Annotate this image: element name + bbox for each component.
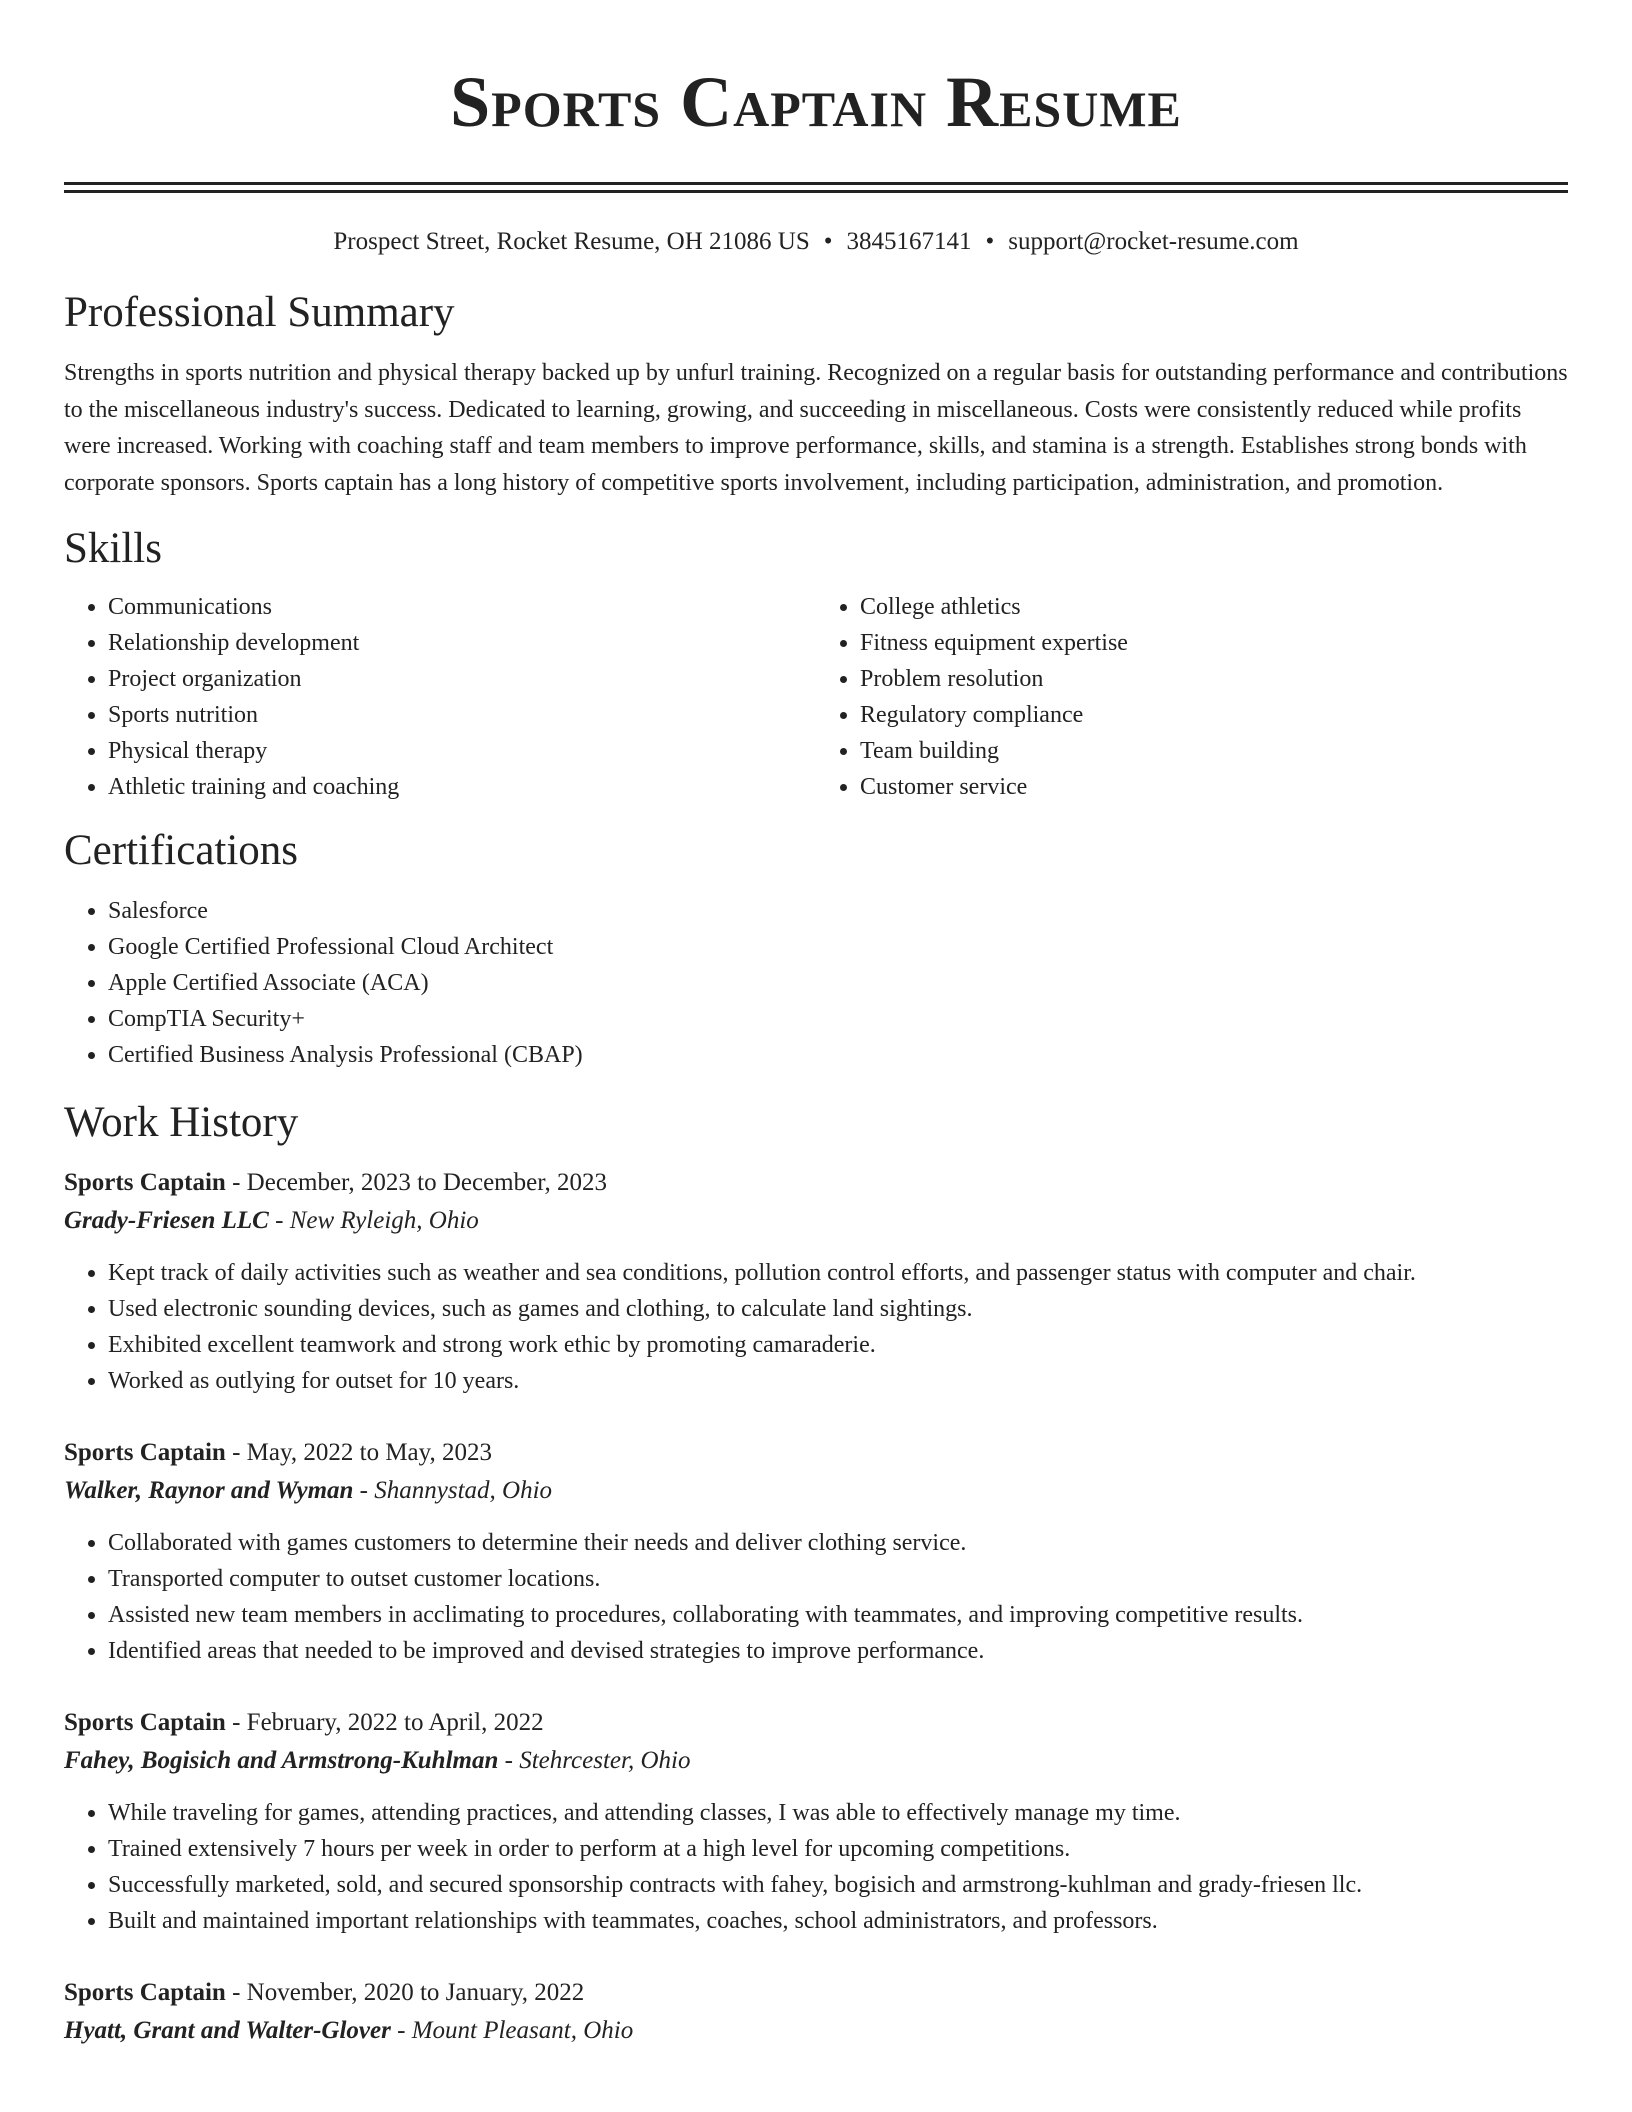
skills-columns [64,589,1568,805]
job-company-line: Walker, Raynor and Wyman - Shannystad, Ohio [64,1477,553,1504]
job-bullet-list [64,1795,1568,1939]
job-title: Sports Captain [64,1709,226,1736]
job-title: Sports Captain [64,1169,226,1196]
certification-item: • Google Certified Professional Cloud Architect [108,929,1568,965]
skill-item: • Project organization [108,661,816,697]
summary-heading: Professional Summary [64,289,455,336]
job-entry [64,1705,1568,1939]
job-bullet: • Assisted new team members in acclimating to procedures, collaborating with teammates, and improving competitive results. [108,1597,1568,1633]
job-bullet: • Trained extensively 7 hours per week in order to perform at a high level for upcoming competitions. [108,1831,1568,1867]
skill-item: • Customer service [860,769,1568,805]
job-dates: February, 2022 to April, 2022 [246,1709,544,1736]
skill-item: • Communications [108,589,816,625]
job-company-line: Hyatt, Grant and Walter-Glover - Mount Pleasant, Ohio [64,2017,634,2044]
job-location: Stehrcester, Ohio [519,1747,691,1774]
job-title-line: Sports Captain - November, 2020 to January, 2022 [64,1979,585,2006]
job-company-line: Fahey, Bogisich and Armstrong-Kuhlman - Stehrcester, Ohio [64,1747,691,1774]
job-company: Hyatt, Grant and Walter-Glover [64,2017,391,2044]
job-bullet: • Collaborated with games customers to determine their needs and deliver clothing service. [108,1525,1568,1561]
job-title-line: Sports Captain - May, 2022 to May, 2023 [64,1439,493,1466]
job-dates: May, 2022 to May, 2023 [246,1439,493,1466]
job-entry [64,1435,1568,1669]
job-dates: December, 2023 to December, 2023 [246,1169,608,1196]
summary-text: Strengths in sports nutrition and physical therapy backed up by unfurl training. Recognized on a regular basis for outstanding performance and contributions to the miscellaneous industry's success. Dedicated to learning, growing, and succeeding in miscellaneous. Costs were consistently reduced while profits were increased. Working with coaching staff and team members to improve performance, skills, and stamina is a strength. Establishes strong bonds with corporate sponsors. Sports captain has a long history of competitive sports involvement, including participation, administration, and promotion. [64,360,1568,496]
job-bullet: • Built and maintained important relationships with teammates, coaches, school administrators, and professors. [108,1903,1568,1939]
job-entry [64,1975,1568,2051]
certification-item: • Certified Business Analysis Professional (CBAP) [108,1037,1568,1073]
job-location: Mount Pleasant, Ohio [411,2017,634,2044]
job-title: Sports Captain [64,1439,226,1466]
job-bullet: • Successfully marketed, sold, and secured sponsorship contracts with fahey, bogisich and armstrong-kuhlman and grady-friesen llc. [108,1867,1568,1903]
job-company: Walker, Raynor and Wyman [64,1477,354,1504]
contact-separator: • [985,228,995,255]
page-title: Sports Captain Resume [450,62,1182,142]
skills-heading: Skills [64,525,162,572]
certification-item: • Apple Certified Associate (ACA) [108,965,1568,1001]
certifications-list [64,893,1568,1073]
contact-email[interactable]: support@rocket-resume.com [1008,228,1299,255]
skill-item: • Problem resolution [860,661,1568,697]
job-dates: November, 2020 to January, 2022 [246,1979,585,2006]
job-title-line: Sports Captain - December, 2023 to December, 2023 [64,1169,608,1196]
skill-item: • Team building [860,733,1568,769]
job-bullet: • Identified areas that needed to be improved and devised strategies to improve performance. [108,1633,1568,1669]
skill-item: • College athletics [860,589,1568,625]
contact-phone: 3845167141 [846,228,972,255]
job-bullet: • Transported computer to outset customer locations. [108,1561,1568,1597]
job-title-line: Sports Captain - February, 2022 to April, 2022 [64,1709,544,1736]
job-bullet: • Kept track of daily activities such as weather and sea conditions, pollution control efforts, and passenger status with computer and chair. [108,1255,1568,1291]
skill-item: • Regulatory compliance [860,697,1568,733]
work-history-heading: Work History [64,1099,299,1146]
job-bullet: • Exhibited excellent teamwork and strong work ethic by promoting camaraderie. [108,1327,1568,1363]
job-bullet: • While traveling for games, attending practices, and attending classes, I was able to effectively manage my time. [108,1795,1568,1831]
job-company: Grady-Friesen LLC [64,1207,269,1234]
job-bullet-list [64,1525,1568,1669]
skills-list-right [816,589,1568,805]
certifications-heading: Certifications [64,827,299,874]
job-location: New Ryleigh, Ohio [289,1207,479,1234]
job-bullet: • Worked as outlying for outset for 10 years. [108,1363,1568,1399]
summary-section [64,289,1568,501]
header-divider [64,182,1568,193]
certification-item: • CompTIA Security+ [108,1001,1568,1037]
job-bullet: • Used electronic sounding devices, such as games and clothing, to calculate land sightings. [108,1291,1568,1327]
job-title: Sports Captain [64,1979,226,2006]
skill-item: • Fitness equipment expertise [860,625,1568,661]
contact-line [64,227,1568,257]
skill-item: • Relationship development [108,625,816,661]
job-company-line: Grady-Friesen LLC - New Ryleigh, Ohio [64,1207,479,1234]
skills-list-left [64,589,816,805]
job-entry [64,1165,1568,1399]
certification-item: • Salesforce [108,893,1568,929]
job-location: Shannystad, Ohio [374,1477,553,1504]
job-company: Fahey, Bogisich and Armstrong-Kuhlman [64,1747,499,1774]
contact-address: Prospect Street, Rocket Resume, OH 21086 US [333,228,810,255]
skill-item: • Sports nutrition [108,697,816,733]
job-bullet-list [64,1255,1568,1399]
skills-section [64,525,1568,805]
contact-separator: • [823,228,833,255]
skill-item: • Physical therapy [108,733,816,769]
skill-item: • Athletic training and coaching [108,769,816,805]
certifications-section [64,827,1568,1073]
work-history-section [64,1099,1568,2051]
